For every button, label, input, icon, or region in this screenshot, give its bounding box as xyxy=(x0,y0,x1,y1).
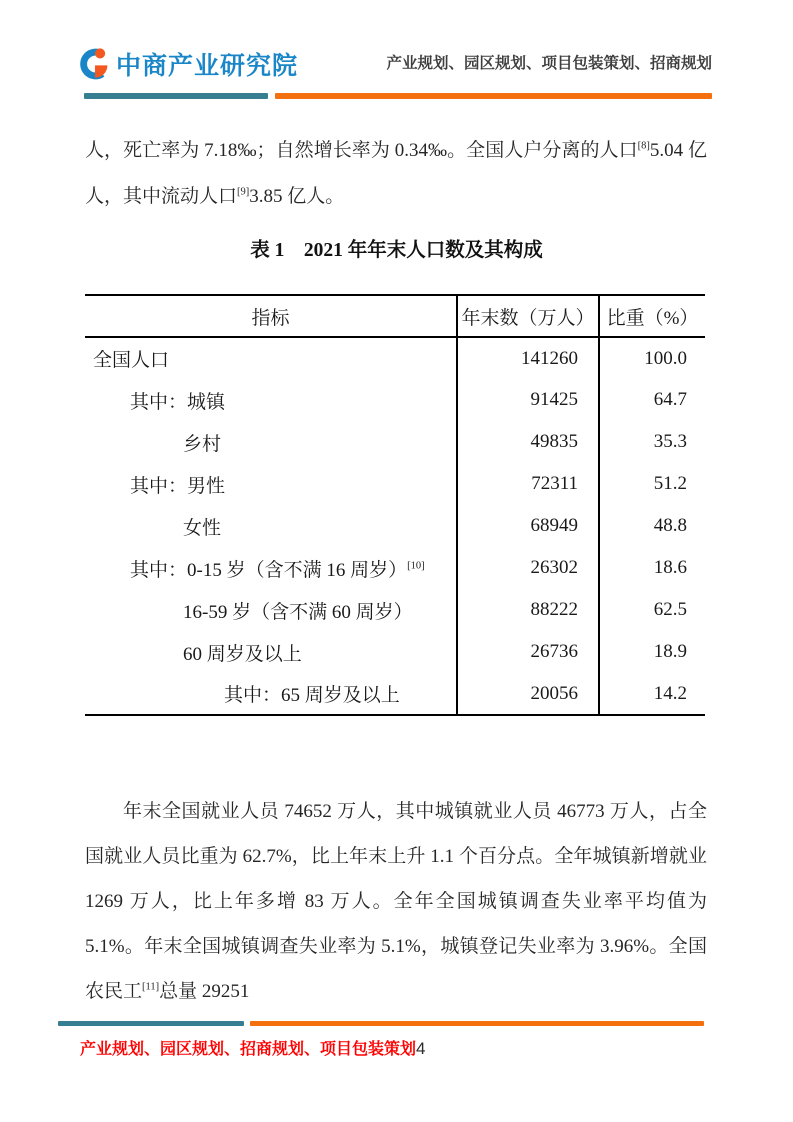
company-logo-icon xyxy=(79,47,112,81)
table-header-row xyxy=(85,295,705,337)
share-cell: 18.9 xyxy=(653,641,687,662)
value-cell: 68949 xyxy=(457,505,599,547)
indicator-label: 16-59 岁（含不满 60 周岁） xyxy=(183,601,413,623)
footer xyxy=(80,1036,425,1059)
indicator-cell xyxy=(85,421,457,463)
table-row xyxy=(85,631,705,673)
indicator-cell xyxy=(85,589,457,631)
footer-tagline: 产业规划、园区规划、招商规划、项目包装策划 xyxy=(80,1041,417,1058)
logo-text: 中商产业研究院 xyxy=(116,52,299,80)
value-cell: 88222 xyxy=(457,589,599,631)
share-cell: 18.6 xyxy=(653,557,687,578)
share-cell: 62.5 xyxy=(653,599,687,620)
column-header-indicator: 指标 xyxy=(85,295,457,337)
column-header-yearend: 年末数（万人） xyxy=(457,295,599,337)
value-cell: 20056 xyxy=(457,673,599,715)
table-row xyxy=(85,547,705,589)
indicator-cell xyxy=(85,463,457,505)
table-row xyxy=(85,505,705,547)
indicator-label: 其中：0-15 岁（含不满 16 周岁） xyxy=(130,559,408,581)
paragraph-text: 年末全国就业人员 74652 万人，其中城镇就业人员 46773 万人，占全国就业人员比重为 62.7%，比上年末上升 1.1 个百分点。全年城镇新增就业 1269 万人，比上年多增 83 万人。全年全国城镇调查失业率平均值为 5.1%。年末全国城镇调查失业率为 5.1%，城镇登记失业率为 3.96%。全国农民工 xyxy=(85,801,707,1002)
indicator-label: 乡村 xyxy=(183,433,222,455)
header-rule-teal xyxy=(84,93,268,99)
indicator-label: 全国人口 xyxy=(93,350,170,371)
column-header-share: 比重（%） xyxy=(599,295,705,337)
footer-page-number: 4 xyxy=(416,1039,426,1058)
indicator-cell xyxy=(85,547,457,589)
footnote-ref-9: [9] xyxy=(237,186,250,198)
indicator-cell xyxy=(85,673,457,715)
table-row xyxy=(85,589,705,631)
indicator-label: 60 周岁及以上 xyxy=(183,643,302,665)
table-row xyxy=(85,463,705,505)
footer-rule-teal xyxy=(58,1021,244,1026)
population-table xyxy=(85,294,705,716)
indicator-label: 其中：城镇 xyxy=(130,391,226,413)
indicator-cell xyxy=(85,379,457,421)
header-rule-orange xyxy=(275,93,712,99)
footer-rule-orange xyxy=(250,1021,704,1026)
paragraph-population-rates xyxy=(85,128,707,220)
table-row xyxy=(85,337,705,379)
value-cell: 141260 xyxy=(457,337,599,379)
indicator-cell xyxy=(85,505,457,547)
value-cell: 26736 xyxy=(457,631,599,673)
paragraph-text: 人，死亡率为 7.18‰；自然增长率为 0.34‰。全国人户分离的人口 xyxy=(85,140,638,161)
value-cell: 72311 xyxy=(457,463,599,505)
footnote-ref-8: [8] xyxy=(637,140,650,152)
share-cell: 35.3 xyxy=(653,431,687,452)
footnote-ref-10: [10] xyxy=(407,560,425,572)
value-cell: 26302 xyxy=(457,547,599,589)
table-title: 表 1 2021 年年末人口数及其构成 xyxy=(250,240,543,261)
indicator-label: 其中：65 周岁及以上 xyxy=(224,685,400,706)
indicator-cell xyxy=(85,631,457,673)
share-cell: 51.2 xyxy=(653,473,687,494)
table-row xyxy=(85,673,705,715)
indicator-cell xyxy=(85,337,457,379)
indicator-label: 其中：男性 xyxy=(130,475,226,497)
share-cell: 48.8 xyxy=(653,515,687,536)
indicator-label: 女性 xyxy=(183,517,222,539)
paragraph-employment xyxy=(85,789,707,1014)
value-cell: 91425 xyxy=(457,379,599,421)
table-row xyxy=(85,379,705,421)
paragraph-text: 总量 29251 xyxy=(159,981,250,1002)
paragraph-text: 5.04 亿人，其中流动人口 xyxy=(85,140,707,207)
paragraph-text: 3.85 亿人。 xyxy=(249,186,345,207)
share-cell: 14.2 xyxy=(653,682,687,704)
header-tagline: 产业规划、园区规划、项目包装策划、招商规划 xyxy=(386,55,712,72)
value-cell: 49835 xyxy=(457,421,599,463)
share-cell: 100.0 xyxy=(644,347,687,369)
logo xyxy=(79,46,298,82)
footnote-ref-11: [11] xyxy=(142,981,160,993)
table-row xyxy=(85,421,705,463)
share-cell: 64.7 xyxy=(653,389,687,410)
